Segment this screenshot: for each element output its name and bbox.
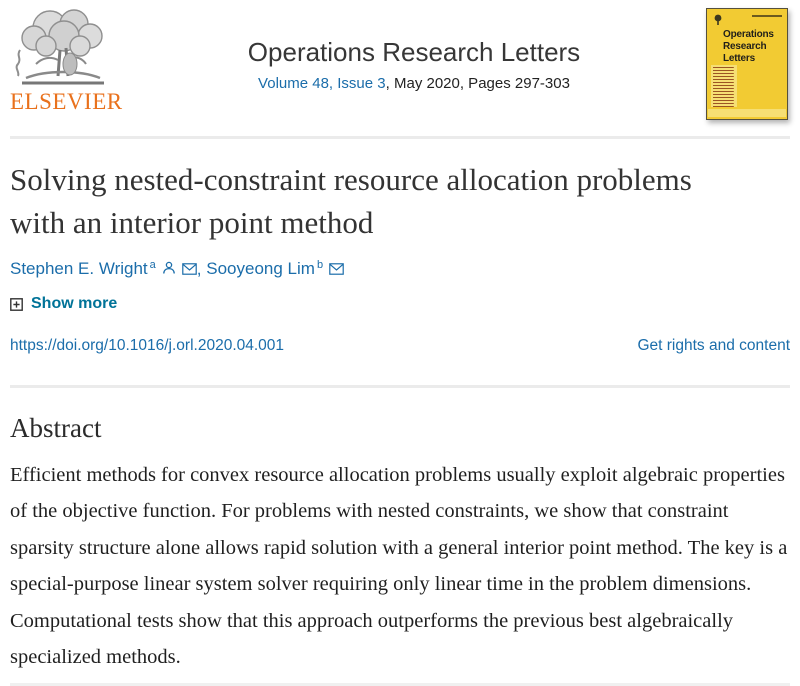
author-affiliation-sup: b [316,258,324,271]
doi-row [10,337,790,355]
journal-cover-thumbnail[interactable] [706,8,788,120]
author-affiliation-sup: a [149,258,156,271]
volume-issue-line [122,75,706,92]
article-title: Solving nested-constraint resource allocation problems with an interior point method [10,162,692,240]
author-link[interactable]: Sooyeong Lim $^b$ [206,258,324,279]
cover-journal-title: Operations Research Letters [723,29,774,64]
expand-plus-icon [10,298,23,311]
author-email-icon[interactable] [182,259,197,278]
header-divider [10,136,790,139]
journal-title-link[interactable]: Operations Research Letters [247,37,581,67]
abstract-text: Efficient methods for convex resource allocation problems usually exploit algebraic properties of the objective function. For problems with nested constraints, we show that constraint sparsity structure alone allows rapid solution with a general interior point method. The key is a special-purpose linear system solver requiring only linear time in the problem dimensions. Computational tests show that this approach outperforms the previous best algebraically specialized methods. [10,463,788,668]
author-link[interactable]: Stephen E. Wright $^a$ [10,258,156,279]
abstract-section [10,412,790,675]
article-main [10,159,790,686]
elsevier-tree-icon [10,6,122,88]
author-separator: , [196,259,202,279]
cover-article-list [711,65,737,107]
issue-pages-text: , May 2020, Pages 297-303 [385,74,570,92]
abstract-heading: Abstract [10,413,102,444]
elsevier-logo[interactable] [10,6,122,113]
volume-issue-link[interactable]: Volume 48, Issue 3 [258,74,386,92]
journal-masthead [122,6,706,92]
abstract-divider [10,385,790,388]
author-email-icon[interactable] [329,259,344,278]
author-profile-icon[interactable] [162,259,176,278]
elsevier-wordmark: ELSEVIER [10,89,123,114]
doi-link[interactable]: https://doi.org/10.1016/j.orl.2020.04.001 [10,337,285,355]
journal-header [10,6,790,120]
rights-and-content-link[interactable]: Get rights and content [637,337,790,355]
show-more-label: Show more [31,295,118,313]
cover-publisher-icon [713,13,723,25]
show-more-button[interactable] [10,295,117,313]
author-list [10,259,790,280]
cover-issue-text-line [752,15,782,17]
cover-bottom-strip [708,109,786,117]
